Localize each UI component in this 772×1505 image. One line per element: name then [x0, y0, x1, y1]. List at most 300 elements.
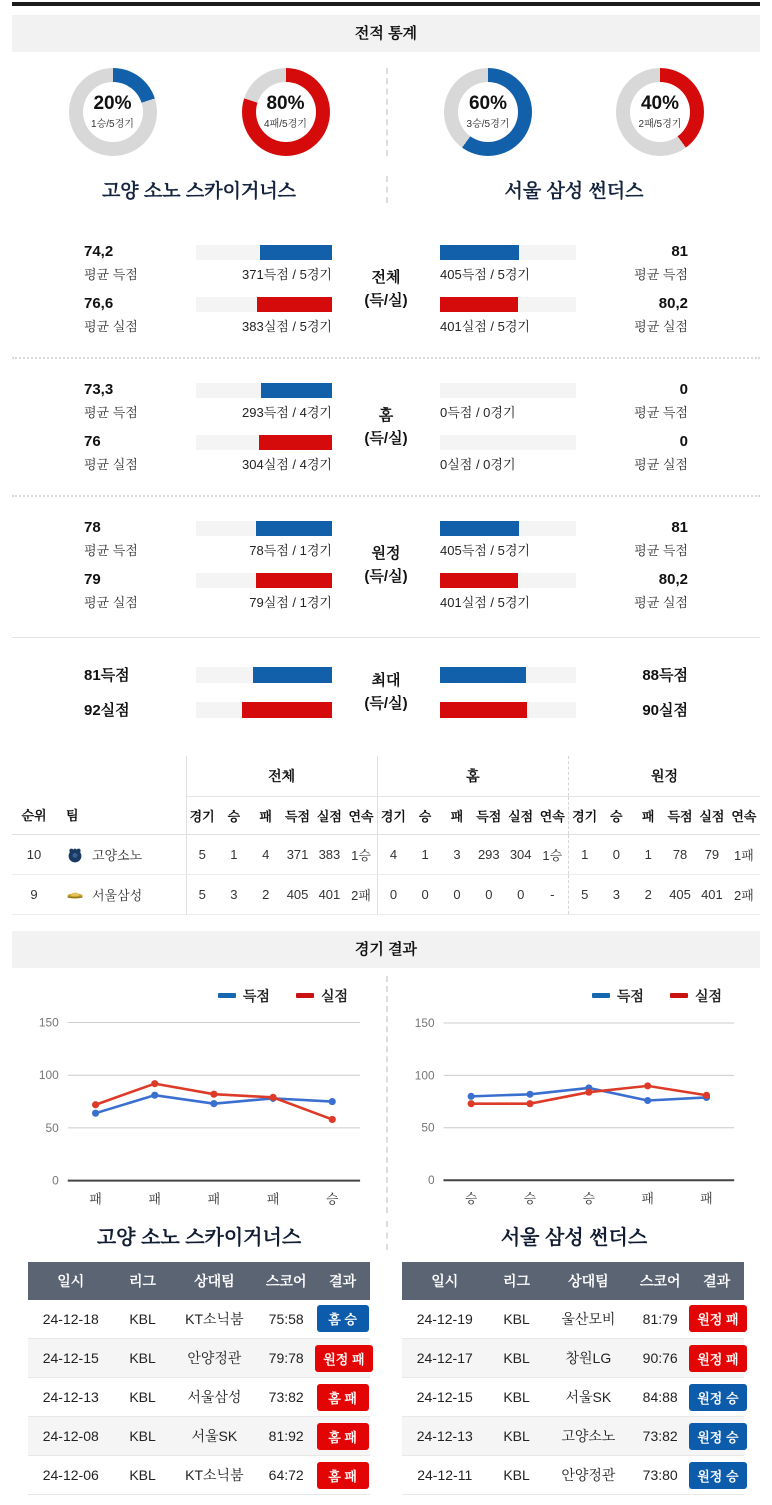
- stat-cell: 2패: [345, 874, 377, 914]
- right-games-table: [402, 1262, 744, 1496]
- concede-bar-fill: [259, 435, 332, 450]
- loss-percent: 80%: [266, 94, 304, 114]
- left-team-overall-stats: [84, 243, 332, 335]
- result-badge: 홈 패: [317, 1462, 369, 1489]
- max-score-bar-track: [440, 667, 576, 683]
- stat-cell: 78: [664, 834, 696, 874]
- max-score-label: 88득점: [590, 664, 688, 685]
- x-category-label: 패: [89, 1191, 101, 1206]
- avg-concede-value-block: [590, 571, 688, 611]
- score-bar-track: [196, 521, 332, 536]
- game-result: [689, 1456, 744, 1495]
- score-bar-block: [196, 381, 332, 421]
- stat-cell: 0: [505, 874, 537, 914]
- concede-bar-fill: [440, 297, 518, 312]
- result-badge: 홈 승: [317, 1305, 369, 1332]
- left-team-name-panel: [12, 176, 386, 203]
- stat-cell: 401: [696, 874, 728, 914]
- donut-loss-rate-left: [242, 68, 330, 156]
- legend-score: 득점: [218, 986, 270, 1006]
- game-league: KBL: [114, 1456, 172, 1495]
- avg-concede-value-block: [84, 571, 182, 611]
- concede-bar-track: [440, 297, 576, 312]
- avg-concede-value: 79: [84, 571, 182, 589]
- avg-score-label: 평균 득점: [590, 264, 688, 283]
- max-score-bar-track: [196, 667, 332, 683]
- donut-center: [458, 82, 518, 142]
- game-league: KBL: [488, 1300, 546, 1339]
- donut-center: [256, 82, 316, 142]
- stat-cell: 0: [377, 874, 409, 914]
- stat-cell: 405: [664, 874, 696, 914]
- league-header: 리그: [114, 1262, 172, 1300]
- concede-bar-block: [196, 433, 332, 473]
- max-concede-label: 92실점: [84, 699, 182, 720]
- avg-score-label: 평균 득점: [590, 540, 688, 559]
- game-league: KBL: [114, 1417, 172, 1456]
- donut-win-rate-right: [444, 68, 532, 156]
- game-row: [402, 1339, 744, 1378]
- stat-cell: 0: [441, 874, 473, 914]
- game-score: 90:76: [631, 1339, 689, 1378]
- game-row: [28, 1339, 370, 1378]
- x-category-label: 패: [700, 1190, 712, 1205]
- avg-score-label: 평균 득점: [84, 402, 182, 421]
- game-league: KBL: [488, 1456, 546, 1495]
- game-result: [315, 1417, 370, 1456]
- stat-cell: 401: [314, 874, 346, 914]
- section-header-overall-stats: [12, 15, 760, 52]
- concede-bar-text: 401실점 / 5경기: [440, 316, 576, 335]
- score-bar-text: 405득점 / 5경기: [440, 264, 576, 283]
- game-score: 73:82: [257, 1378, 315, 1417]
- stat-cell: 2: [250, 874, 282, 914]
- data-point: [585, 1088, 592, 1095]
- game-date: 24-12-13: [28, 1378, 114, 1417]
- score-bar-text: 371득점 / 5경기: [196, 264, 332, 283]
- game-score: 84:88: [631, 1378, 689, 1417]
- score-bar-text: 0득점 / 0경기: [440, 402, 576, 421]
- left-games-panel: [12, 1262, 386, 1496]
- score-bar-track: [196, 245, 332, 260]
- game-row: [402, 1378, 744, 1417]
- avg-score-value: 0: [590, 381, 688, 399]
- game-opponent: 울산모비: [546, 1300, 632, 1339]
- score-bar-block: [440, 519, 576, 559]
- stat-cell: 0: [473, 874, 505, 914]
- avg-score-label: 평균 득점: [84, 540, 182, 559]
- stat-cell: 5: [186, 874, 218, 914]
- game-league: KBL: [114, 1378, 172, 1417]
- game-league: KBL: [488, 1417, 546, 1456]
- x-category-label: 패: [208, 1191, 220, 1206]
- avg-concede-label: 평균 실점: [84, 454, 182, 473]
- data-point: [644, 1096, 651, 1103]
- standings-group-header-row: [12, 756, 760, 796]
- game-result: [689, 1300, 744, 1339]
- stat-section-overall: [12, 227, 760, 351]
- concede-bar-track: [196, 297, 332, 312]
- group-header-home: 홈: [377, 756, 568, 796]
- max-score-bar-fill: [440, 667, 526, 683]
- concede-bar-fill: [440, 573, 518, 588]
- y-tick-label: 100: [39, 1068, 59, 1082]
- right-chart-title-panel: [386, 1221, 760, 1250]
- score-bar-fill: [256, 521, 332, 536]
- result-header: 결과: [315, 1262, 370, 1300]
- stat-section-title: 홈: [332, 404, 440, 427]
- donut-win-rate-left: [69, 68, 157, 156]
- score-bar-track: [440, 245, 576, 260]
- right-team-away-stats: [440, 519, 688, 611]
- stat-cell: 2: [632, 874, 664, 914]
- stat-cell: 0: [600, 834, 632, 874]
- date-header: 일시: [402, 1262, 488, 1300]
- chart-team-titles-row: [12, 1213, 760, 1262]
- standings-row: [12, 874, 760, 914]
- game-opponent: 서울SK: [546, 1378, 632, 1417]
- data-point: [644, 1082, 651, 1089]
- stat-cell: 293: [473, 834, 505, 874]
- stat-section-subtitle: (득/실): [332, 565, 440, 588]
- data-point: [329, 1115, 336, 1122]
- date-header: 일시: [28, 1262, 114, 1300]
- left-team-home-stats: [84, 381, 332, 473]
- standings-row: [12, 834, 760, 874]
- data-point: [468, 1100, 475, 1107]
- right-team-results-chart: [396, 1008, 752, 1213]
- game-result: [315, 1378, 370, 1417]
- game-row: [28, 1300, 370, 1339]
- stat-section-away: [12, 503, 760, 627]
- right-team-chart-panel: [386, 976, 760, 1213]
- result-badge: 원정 패: [689, 1305, 746, 1332]
- x-category-label: 패: [641, 1190, 653, 1205]
- game-date: 24-12-18: [28, 1300, 114, 1339]
- loss-percent: 40%: [641, 94, 679, 114]
- stat-cell: 1: [632, 834, 664, 874]
- score-bar-block: [196, 519, 332, 559]
- concede-bar-block: [196, 571, 332, 611]
- score-bar-fill: [260, 245, 332, 260]
- game-score: 73:80: [631, 1456, 689, 1495]
- game-score: 75:58: [257, 1300, 315, 1339]
- result-badge: 원정 패: [315, 1345, 372, 1372]
- avg-concede-label: 평균 실점: [590, 592, 688, 611]
- stat-cell: 4: [250, 834, 282, 874]
- result-badge: 원정 패: [689, 1345, 746, 1372]
- game-opponent: 안양정관: [172, 1339, 258, 1378]
- data-point: [526, 1100, 533, 1107]
- score-bar-fill: [440, 245, 519, 260]
- chart-legend: [20, 980, 378, 1008]
- stat-cell: 405: [282, 874, 314, 914]
- data-point: [329, 1097, 336, 1104]
- score-line-swatch-icon: [218, 993, 236, 998]
- avg-score-value: 74,2: [84, 243, 182, 261]
- game-date: 24-12-08: [28, 1417, 114, 1456]
- result-badge: 홈 패: [317, 1384, 369, 1411]
- stat-section-label: [332, 669, 440, 716]
- max-concede-bar-track: [440, 702, 576, 718]
- concede-bar-text: 79실점 / 1경기: [196, 592, 332, 611]
- standings-column-header-row: 순위 팀 경기 승 패 득점 실점 연속 경기 승 패 득점 실점 연속 경기 승 패 득점 실점 연속: [12, 796, 760, 834]
- avg-concede-label: 평균 실점: [84, 592, 182, 611]
- group-header-overall: 전체: [186, 756, 377, 796]
- loss-record: 2패/5경기: [639, 115, 682, 130]
- game-row: [402, 1417, 744, 1456]
- avg-concede-value-block: [84, 295, 182, 335]
- concede-bar-track: [196, 435, 332, 450]
- game-score: 79:78: [257, 1339, 315, 1378]
- score-bar-fill: [261, 383, 332, 398]
- game-date: 24-12-13: [402, 1417, 488, 1456]
- rank-cell: 9: [12, 874, 56, 914]
- data-point: [151, 1080, 158, 1087]
- avg-concede-value: 80,2: [590, 295, 688, 313]
- game-date: 24-12-19: [402, 1300, 488, 1339]
- stat-cell: 79: [696, 834, 728, 874]
- game-row: [28, 1417, 370, 1456]
- left-team-away-stats: [84, 519, 332, 611]
- score-bar-track: [196, 383, 332, 398]
- concede-bar-block: [440, 571, 576, 611]
- max-concede-bar-fill: [440, 702, 527, 718]
- donut-center: [83, 82, 143, 142]
- data-point: [210, 1100, 217, 1107]
- loss-record: 4패/5경기: [264, 115, 307, 130]
- x-category-label: 패: [267, 1191, 279, 1206]
- stat-section-title: 전체: [332, 266, 440, 289]
- score-bar-text: 405득점 / 5경기: [440, 540, 576, 559]
- score-bar-track: [440, 521, 576, 536]
- y-tick-label: 50: [421, 1120, 435, 1134]
- result-badge: 홈 패: [317, 1423, 369, 1450]
- win-percent: 60%: [469, 94, 507, 114]
- game-league: KBL: [488, 1339, 546, 1378]
- y-tick-label: 0: [52, 1173, 59, 1187]
- concede-bar-track: [440, 573, 576, 588]
- game-row: [402, 1300, 744, 1339]
- games-header-row: [28, 1262, 370, 1300]
- win-record: 3승/5경기: [467, 115, 510, 130]
- game-row: [28, 1456, 370, 1495]
- avg-concede-value: 80,2: [590, 571, 688, 589]
- overall-stats-title: 전적 통계: [355, 25, 417, 42]
- games-header-row: [402, 1262, 744, 1300]
- game-opponent: KT소닉붐: [172, 1300, 258, 1339]
- x-category-label: 승: [326, 1191, 339, 1206]
- left-team-max-stats: [84, 664, 332, 720]
- concede-line-swatch-icon: [670, 993, 688, 998]
- score-bar-block: [440, 243, 576, 283]
- score-header: 스코어: [631, 1262, 689, 1300]
- left-team-donut-panel: [12, 68, 386, 156]
- opponent-header: 상대팀: [546, 1262, 632, 1300]
- legend-score: 득점: [592, 986, 644, 1006]
- team-logo-seoul-samsung-icon: [66, 886, 84, 904]
- y-tick-label: 100: [415, 1068, 435, 1082]
- avg-concede-label: 평균 실점: [84, 316, 182, 335]
- right-team-donut-panel: [386, 68, 760, 156]
- avg-concede-label: 평균 실점: [590, 454, 688, 473]
- stat-cell: 1: [409, 834, 441, 874]
- score-bar-track: [440, 383, 576, 398]
- avg-score-value-block: [84, 381, 182, 421]
- game-opponent: 고양소노: [546, 1417, 632, 1456]
- game-score: 73:82: [631, 1417, 689, 1456]
- game-result: [315, 1300, 370, 1339]
- team-short-name: 고양소노: [92, 848, 142, 863]
- stat-section-title: 원정: [332, 542, 440, 565]
- team-cell: [56, 834, 186, 874]
- stat-cell: 5: [186, 834, 218, 874]
- game-opponent: 서울SK: [172, 1417, 258, 1456]
- stat-section-subtitle: (득/실): [332, 289, 440, 312]
- data-point: [92, 1109, 99, 1116]
- rank-header: 순위: [12, 796, 56, 834]
- left-donut-pair: [12, 68, 386, 156]
- stat-section-label: [332, 404, 440, 451]
- concede-bar-text: 304실점 / 4경기: [196, 454, 332, 473]
- stat-cell: 1: [569, 834, 601, 874]
- concede-bar-text: 383실점 / 5경기: [196, 316, 332, 335]
- win-record: 1승/5경기: [91, 115, 134, 130]
- top-divider: [12, 2, 760, 6]
- avg-concede-value: 76: [84, 433, 182, 451]
- games-tables-row: [12, 1262, 760, 1505]
- section-separator: [12, 495, 760, 497]
- game-opponent: 창원LG: [546, 1339, 632, 1378]
- left-team-results-chart: [20, 1008, 378, 1213]
- y-tick-label: 50: [46, 1120, 60, 1134]
- score-bar-block: [196, 243, 332, 283]
- game-date: 24-12-06: [28, 1456, 114, 1495]
- concede-bar-track: [196, 573, 332, 588]
- x-category-label: 패: [149, 1191, 161, 1206]
- stat-section-subtitle: (득/실): [332, 692, 440, 715]
- game-opponent: 서울삼성: [172, 1378, 258, 1417]
- max-concede-label: 90실점: [590, 699, 688, 720]
- stat-cell: 371: [282, 834, 314, 874]
- concede-bar-block: [196, 295, 332, 335]
- legend-concede: 실점: [670, 986, 722, 1006]
- avg-score-value-block: [590, 519, 688, 559]
- concede-bar-block: [440, 433, 576, 473]
- section-header-game-results: [12, 931, 760, 968]
- stat-section-home: [12, 365, 760, 489]
- avg-concede-label: 평균 실점: [590, 316, 688, 335]
- stat-cell: 2패: [728, 874, 760, 914]
- game-row: [402, 1456, 744, 1495]
- stat-cell: 1패: [728, 834, 760, 874]
- data-point: [210, 1090, 217, 1097]
- avg-concede-value-block: [590, 295, 688, 335]
- right-team-home-stats: [440, 381, 688, 473]
- avg-score-value-block: [84, 243, 182, 283]
- section-separator: [12, 357, 760, 359]
- result-badge: 원정 승: [689, 1384, 746, 1411]
- concede-bar-fill: [256, 573, 332, 588]
- win-rate-area: [12, 52, 760, 162]
- right-team-max-stats: [440, 664, 688, 720]
- avg-score-value: 81: [590, 243, 688, 261]
- stat-compare-area: [12, 223, 760, 742]
- score-header: 스코어: [257, 1262, 315, 1300]
- max-score-label: 81득점: [84, 664, 182, 685]
- stat-cell: 3: [441, 834, 473, 874]
- max-score-bar-fill: [253, 667, 332, 683]
- stat-cell: 3: [218, 874, 250, 914]
- stat-cell: 1: [218, 834, 250, 874]
- concede-line-swatch-icon: [296, 993, 314, 998]
- stat-cell: 5: [569, 874, 601, 914]
- x-category-label: 승: [583, 1190, 596, 1205]
- avg-score-value-block: [590, 243, 688, 283]
- game-league: KBL: [488, 1378, 546, 1417]
- right-team-results-title: 서울 삼성 썬더스: [388, 1221, 760, 1250]
- rank-cell: 10: [12, 834, 56, 874]
- concede-bar-track: [440, 435, 576, 450]
- donut-loss-rate-right: [616, 68, 704, 156]
- y-tick-label: 0: [428, 1173, 435, 1187]
- data-point: [468, 1092, 475, 1099]
- left-team-chart-panel: [12, 976, 386, 1213]
- stat-cell: 1승: [537, 834, 569, 874]
- donut-center: [630, 82, 690, 142]
- win-percent: 20%: [93, 94, 131, 114]
- avg-score-value: 81: [590, 519, 688, 537]
- game-score: 81:79: [631, 1300, 689, 1339]
- avg-score-value-block: [590, 381, 688, 421]
- avg-concede-value-block: [84, 433, 182, 473]
- team-short-name: 서울삼성: [92, 888, 142, 903]
- game-result: [689, 1339, 744, 1378]
- score-line-swatch-icon: [592, 993, 610, 998]
- max-concede-bar-fill: [242, 702, 332, 718]
- group-header-away: 원정: [569, 756, 761, 796]
- score-bar-block: [440, 381, 576, 421]
- stat-cell: 1승: [345, 834, 377, 874]
- charts-row: [12, 968, 760, 1213]
- stat-section-label: [332, 542, 440, 589]
- avg-score-label: 평균 득점: [84, 264, 182, 283]
- opponent-header: 상대팀: [172, 1262, 258, 1300]
- result-badge: 원정 승: [689, 1423, 746, 1450]
- right-team-overall-stats: [440, 243, 688, 335]
- avg-score-value-block: [84, 519, 182, 559]
- data-point: [526, 1090, 533, 1097]
- x-category-label: 승: [524, 1190, 537, 1205]
- avg-concede-value-block: [590, 433, 688, 473]
- game-result: [689, 1378, 744, 1417]
- stat-section-title: 최대: [332, 669, 440, 692]
- concede-bar-block: [440, 295, 576, 335]
- team-cell: [56, 874, 186, 914]
- left-team-name: 고양 소노 스카이거너스: [12, 176, 386, 203]
- stat-section-max: [12, 648, 760, 736]
- y-tick-label: 150: [39, 1015, 59, 1029]
- team-logo-goyang-sono-icon: [66, 846, 84, 864]
- game-opponent: KT소닉붐: [172, 1456, 258, 1495]
- stat-section-subtitle: (득/실): [332, 427, 440, 450]
- standings-table: [12, 756, 760, 915]
- matchup-stats-page: [0, 2, 772, 1505]
- concede-bar-text: 0실점 / 0경기: [440, 454, 576, 473]
- stat-cell: 304: [505, 834, 537, 874]
- avg-score-label: 평균 득점: [590, 402, 688, 421]
- game-row: [28, 1378, 370, 1417]
